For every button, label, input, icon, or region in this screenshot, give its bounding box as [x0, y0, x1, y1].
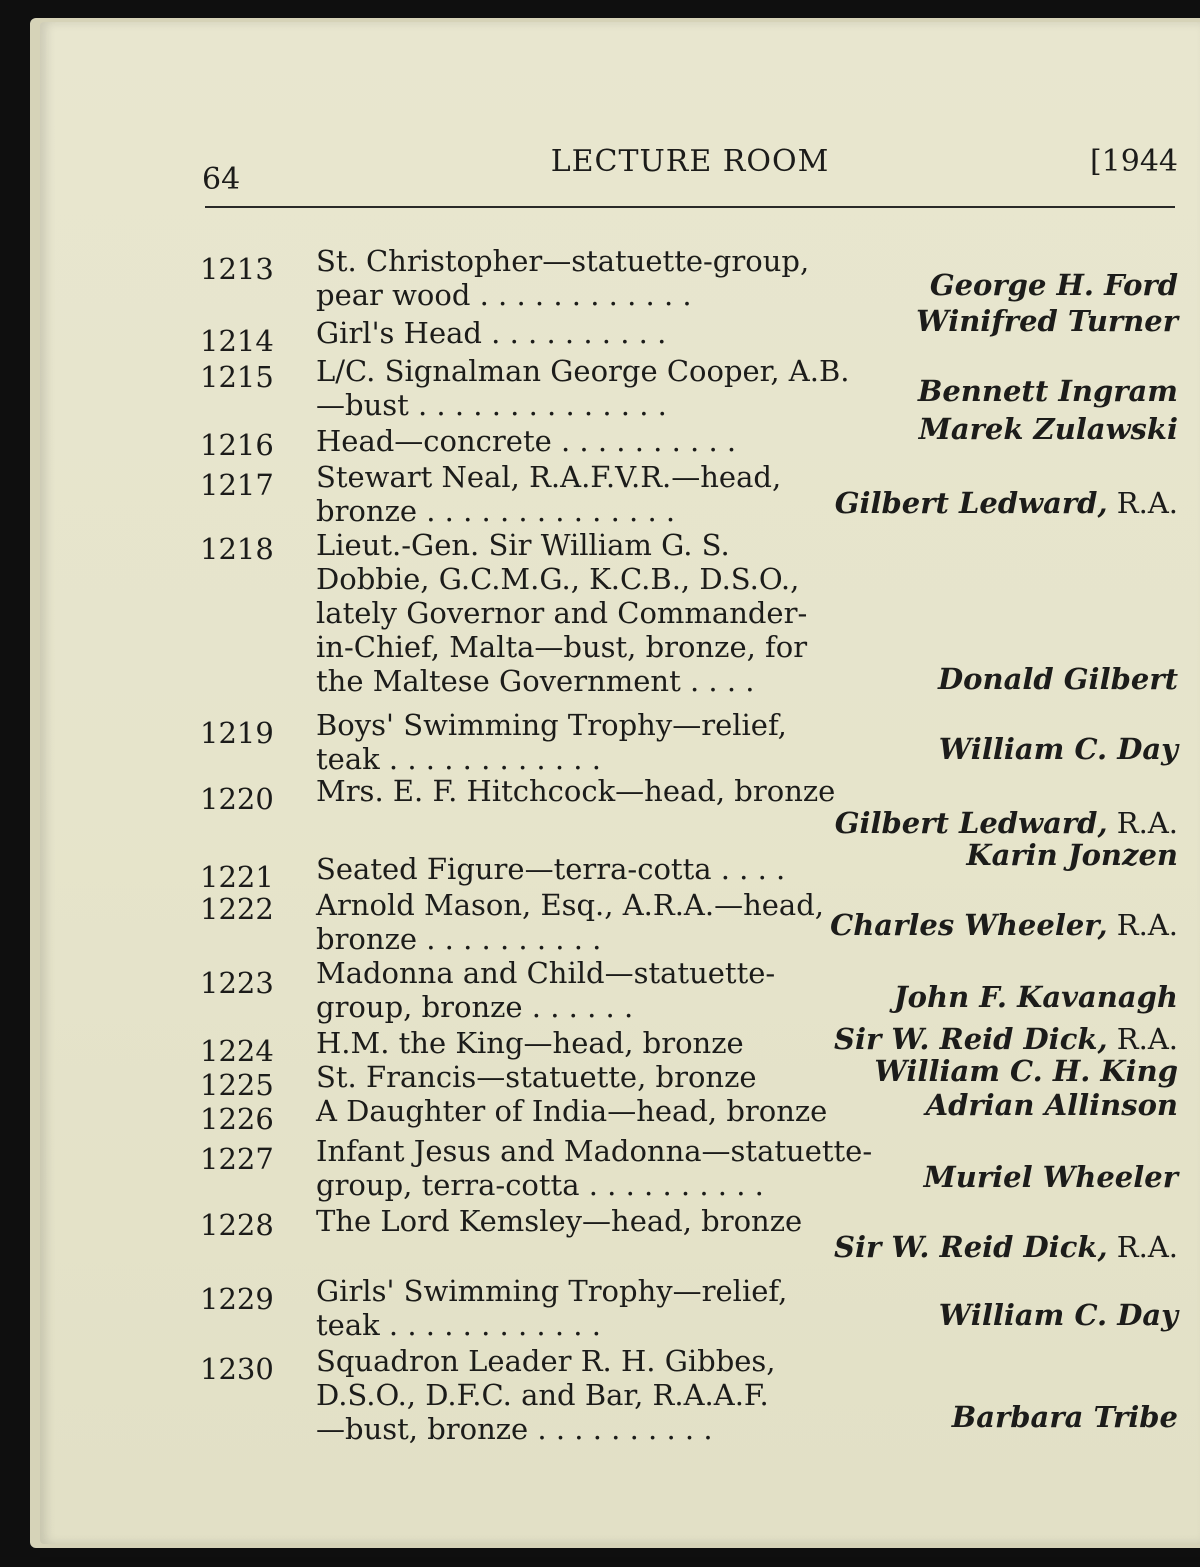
artist-suffix: R.A. [1107, 1022, 1178, 1056]
entry-description: Squadron Leader R. H. Gibbes, D.S.O., D.F.C. and Bar, R.A.A.F. —bust, bronze . . . . . . . . . . [316, 1344, 776, 1446]
entry-description: A Daughter of India—head, bronze [316, 1094, 828, 1128]
entry-number: 1229 [200, 1282, 274, 1316]
entry-description: Boys' Swimming Trophy—relief, teak . . . . . . . . . . . . [316, 708, 787, 776]
artist-name: Barbara Tribe [951, 1400, 1178, 1434]
artist-name: Bennett Ingram [917, 374, 1178, 408]
entry-number: 1220 [200, 782, 274, 816]
entry-description: Head—concrete . . . . . . . . . . [316, 424, 737, 458]
entry-description: Infant Jesus and Madonna—statuette- group, terra-cotta . . . . . . . . . . [316, 1134, 873, 1202]
entry-number: 1213 [200, 252, 274, 286]
artist-name: Gilbert Ledward, [834, 806, 1108, 840]
artist-name: Sir W. Reid Dick, [834, 1230, 1108, 1264]
entry-artist [919, 412, 1178, 446]
entry-description: Mrs. E. F. Hitchcock—head, bronze [316, 774, 836, 808]
entry-description: Seated Figure—terra-cotta . . . . [316, 852, 786, 886]
page-bottom-shadow [40, 1557, 1200, 1567]
artist-name: Gilbert Ledward, [834, 486, 1108, 520]
entry-artist [874, 1054, 1178, 1088]
entry-number: 1223 [200, 966, 274, 1000]
entry-description: H.M. the King—head, bronze [316, 1026, 744, 1060]
entry-artist [952, 1400, 1178, 1434]
artist-suffix: R.A. [1107, 1230, 1178, 1264]
artist-name: John F. Kavanagh [893, 980, 1178, 1014]
entry-artist [834, 1230, 1178, 1264]
artist-name: Charles Wheeler, [830, 908, 1108, 942]
entry-artist [834, 1022, 1178, 1056]
artist-name: Sir W. Reid Dick, [834, 1022, 1108, 1056]
artist-name: Adrian Allinson [925, 1088, 1178, 1122]
entry-artist [835, 486, 1178, 520]
entry-list [40, 22, 1200, 1544]
artist-suffix: R.A. [1107, 908, 1178, 942]
entry-artist [939, 1298, 1178, 1332]
entry-description: Madonna and Child—statuette- group, bronze . . . . . . [316, 956, 776, 1024]
artist-suffix: R.A. [1107, 486, 1178, 520]
entry-artist [966, 838, 1178, 872]
entry-artist [938, 662, 1178, 696]
entry-number: 1222 [200, 892, 274, 926]
entry-description: Girl's Head . . . . . . . . . . [316, 316, 667, 350]
page-number: 64 [202, 162, 241, 197]
entry-number: 1230 [200, 1352, 274, 1386]
entry-number: 1224 [200, 1034, 274, 1068]
year-label: [1944 [1089, 144, 1178, 179]
artist-suffix: R.A. [1107, 806, 1178, 840]
entry-artist [924, 1160, 1178, 1194]
entry-number: 1215 [200, 360, 274, 394]
entry-number: 1221 [200, 860, 274, 894]
entry-artist [926, 1088, 1178, 1122]
artist-name: William C. Day [938, 1298, 1178, 1332]
artist-name: George H. Ford [929, 268, 1178, 302]
entry-number: 1218 [200, 532, 274, 566]
entry-artist [894, 980, 1178, 1014]
artist-name: William C. H. King [874, 1054, 1178, 1088]
artist-name: Winifred Turner [916, 304, 1178, 338]
entry-artist [830, 908, 1178, 942]
artist-name: Muriel Wheeler [923, 1160, 1178, 1194]
entry-description: The Lord Kemsley—head, bronze [316, 1204, 803, 1238]
entry-description: Girls' Swimming Trophy—relief, teak . . . . . . . . . . . . [316, 1274, 788, 1342]
entry-number: 1227 [200, 1142, 274, 1176]
entry-description: St. Christopher—statuette-group, pear wood . . . . . . . . . . . . [316, 244, 810, 312]
entry-description: Lieut.-Gen. Sir William G. S. Dobbie, G.C.M.G., K.C.B., D.S.O., lately Governor and Commander- in-Chief, Malta—bust, bronze, for the Maltese Government . . . . [316, 528, 808, 698]
entry-description: L/C. Signalman George Cooper, A.B. —bust . . . . . . . . . . . . . . [316, 354, 850, 422]
entry-number: 1225 [200, 1068, 274, 1102]
artist-name: Karin Jonzen [966, 838, 1178, 872]
entry-number: 1228 [200, 1208, 274, 1242]
artist-name: Donald Gilbert [938, 662, 1178, 696]
entry-number: 1219 [200, 716, 274, 750]
entry-number: 1217 [200, 468, 274, 502]
entry-artist [835, 806, 1178, 840]
artist-name: William C. Day [938, 732, 1178, 766]
entry-artist [918, 374, 1178, 408]
entry-number: 1216 [200, 428, 274, 462]
entry-artist [939, 732, 1178, 766]
entry-artist [930, 268, 1178, 302]
entry-description: St. Francis—statuette, bronze [316, 1060, 757, 1094]
entry-description: Stewart Neal, R.A.F.V.R.—head, bronze . . . . . . . . . . . . . . [316, 460, 782, 528]
entry-description: Arnold Mason, Esq., A.R.A.—head, bronze . . . . . . . . . . [316, 888, 824, 956]
section-title: LECTURE ROOM [550, 144, 830, 179]
catalogue-page [40, 22, 1200, 1544]
artist-name: Marek Zulawski [918, 412, 1178, 446]
entry-number: 1226 [200, 1102, 274, 1136]
entry-number: 1214 [200, 324, 274, 358]
entry-artist [916, 304, 1178, 338]
